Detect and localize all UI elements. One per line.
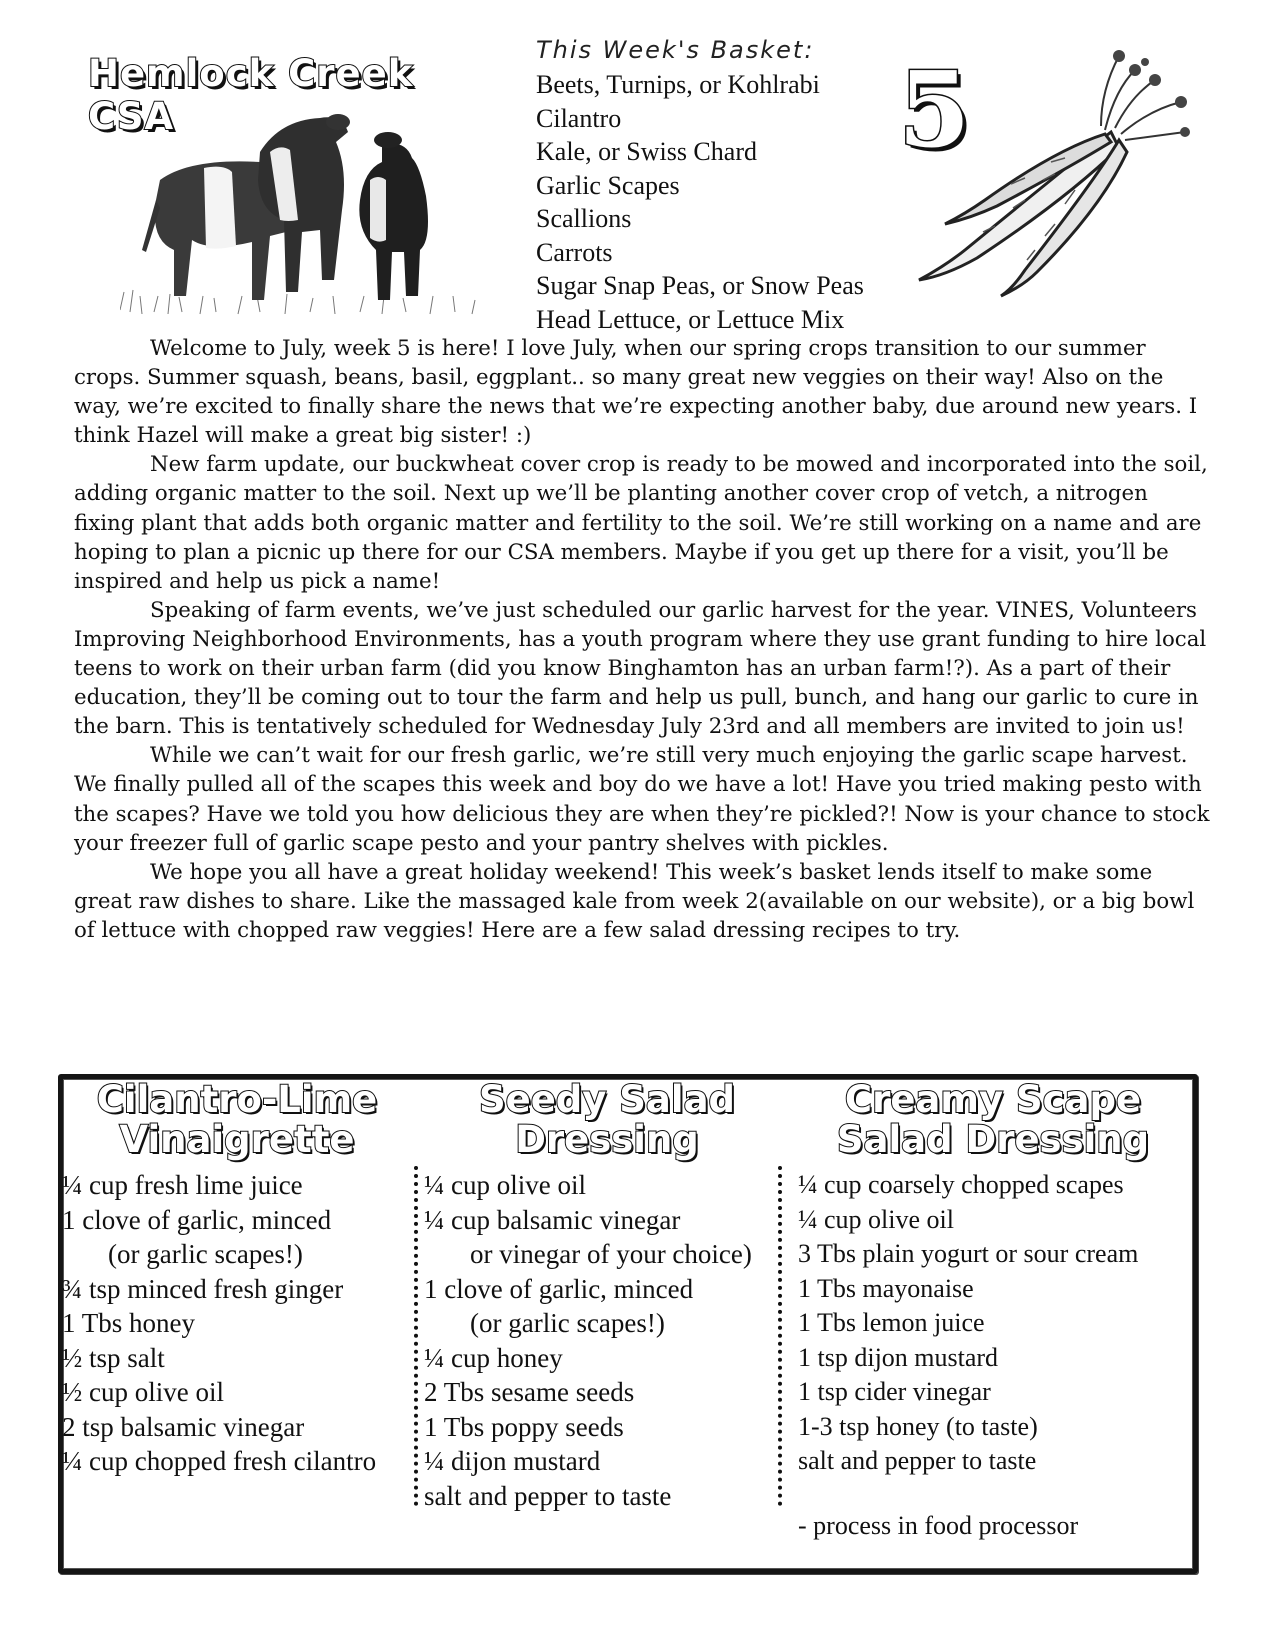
ingredient: salt and pepper to taste <box>798 1446 1037 1475</box>
ingredient: 1 tsp dijon mustard <box>798 1342 999 1372</box>
ingredient: (or garlic scapes!) <box>108 1239 303 1269</box>
ingredient: ¼ cup balsamic vinegar <box>424 1204 681 1235</box>
ingredient-list <box>62 1168 412 1479</box>
ingredient: 1 Tbs honey <box>62 1308 195 1338</box>
basket-list <box>536 68 864 336</box>
article-paragraph: Speaking of farm events, we’ve just scheduled our garlic harvest for the year. VINES, Volunteers Improving Neighborhood Environments, has a youth program where they use grant funding to hire local teens to work on their urban farm (did you know Binghamton has an urban farm!?). As a part of their education, they’ll be coming out to tour the farm and help us pull, bunch, and hang our garlic to cure in the barn. This is tentatively scheduled for Wednesday July 23rd and all members are invited to join us! <box>74 597 1207 740</box>
article-paragraph: New farm update, our buckwheat cover crop is ready to be mowed and incorporated into the soil, adding organic matter to the soil. Next up we’ll be planting another cover crop of vetch, a nitrogen fixing plant that adds both organic matter and fertility to the soil. We’re still working on a name and are hoping to plan a picnic up there for our CSA members. Maybe if you get up there for a visit, you’ll be inspired and help us pick a name! <box>74 452 1208 594</box>
ingredient: 1 Tbs mayonaise <box>798 1273 974 1303</box>
newsletter-article <box>74 334 1210 945</box>
ingredient: 2 tsp balsamic vinegar <box>62 1411 305 1442</box>
ingredient: 1 tsp cider vinegar <box>798 1377 991 1406</box>
recipe-note: - process in food processor <box>798 1510 1079 1540</box>
column-divider <box>778 1166 782 1506</box>
cows-illustration <box>120 100 480 322</box>
basket-item: Scallions <box>536 204 632 233</box>
ingredient: salt and pepper to taste <box>424 1480 672 1511</box>
ingredient: ¼ dijon mustard <box>424 1446 601 1476</box>
ingredient: 1-3 tsp honey (to taste) <box>798 1411 1038 1441</box>
ingredient-list <box>424 1168 790 1513</box>
ingredient: ½ cup olive oil <box>62 1377 224 1407</box>
ingredient: ¼ cup honey <box>424 1342 563 1373</box>
basket-item: Head Lettuce, or Lettuce Mix <box>536 304 845 334</box>
ingredient: 1 Tbs lemon juice <box>798 1308 985 1337</box>
basket-item: Garlic Scapes <box>536 170 680 200</box>
recipe-seedy-salad <box>424 1080 790 1513</box>
recipe-title: Cilantro-Lime Vinaigrette <box>96 1078 378 1161</box>
ingredient: (or garlic scapes!) <box>470 1308 665 1338</box>
ingredient: 1 Tbs poppy seeds <box>424 1411 624 1442</box>
ingredient: or vinegar of your choice) <box>470 1239 752 1269</box>
week-number: 5 <box>898 48 971 171</box>
ingredient: 3 Tbs plain yogurt or sour cream <box>798 1239 1139 1268</box>
basket-item: Cilantro <box>536 103 622 133</box>
ingredient: ¼ cup olive oil <box>424 1170 586 1200</box>
ingredient: ¼ cup olive oil <box>798 1204 954 1234</box>
basket-item: Kale, or Swiss Chard <box>536 137 757 166</box>
ingredient: 2 Tbs sesame seeds <box>424 1377 635 1407</box>
ingredient: ¼ cup chopped fresh cilantro <box>62 1446 377 1476</box>
ingredient: ¼ cup coarsely chopped scapes <box>798 1170 1124 1199</box>
recipe-title: Creamy Scape Salad Dressing <box>836 1078 1150 1161</box>
masthead <box>0 0 1275 340</box>
basket-heading: This Week's Basket: <box>536 36 815 64</box>
article-paragraph: We hope you all have a great holiday weekend! This week’s basket lends itself to make some great raw dishes to share. Like the massaged kale from week 2(available on our website), or a big bowl of lettuce with chopped raw veggies! Here are a few salad dressing recipes to try. <box>74 859 1195 943</box>
basket-item: Sugar Snap Peas, or Snow Peas <box>536 271 864 300</box>
ingredient-list <box>798 1168 1188 1543</box>
recipe-title: Seedy Salad Dressing <box>478 1078 736 1161</box>
basket-item: Carrots <box>536 237 613 267</box>
ingredient: 1 clove of garlic, minced <box>424 1273 694 1304</box>
article-paragraph: Welcome to July, week 5 is here! I love July, when our spring crops transition to our summer crops. Summer squash, beans, basil, eggplant.. so many great new veggies on their way! Also on the way, we’re excited to finally share the news that we’re expecting another baby, due around new years. I think Hazel will make a great big sister! :) <box>74 336 1198 449</box>
article-paragraph: While we can’t wait for our fresh garlic, we’re still very much enjoying the garlic scape harvest. We finally pulled all of the scapes this week and boy do we have a lot! Have you tried making pesto with the scapes? Have we told you how delicious they are when they’re pickled?! Now is your chance to stock your freezer full of garlic scape pesto and your pantry shelves with pickles. <box>74 743 1210 856</box>
brand-title: Hemlock Creek CSA <box>88 52 414 138</box>
ingredient: 1 clove of garlic, minced <box>62 1204 332 1235</box>
recipe-cilantro-lime <box>62 1080 412 1479</box>
basket-item: Beets, Turnips, or Kohlrabi <box>536 70 820 99</box>
ingredient: ¼ cup fresh lime juice <box>62 1170 303 1200</box>
ingredient: ¾ tsp minced fresh ginger <box>62 1273 344 1304</box>
column-divider <box>414 1166 418 1506</box>
ingredient: ½ tsp salt <box>62 1342 165 1373</box>
recipe-creamy-scape <box>798 1080 1188 1543</box>
